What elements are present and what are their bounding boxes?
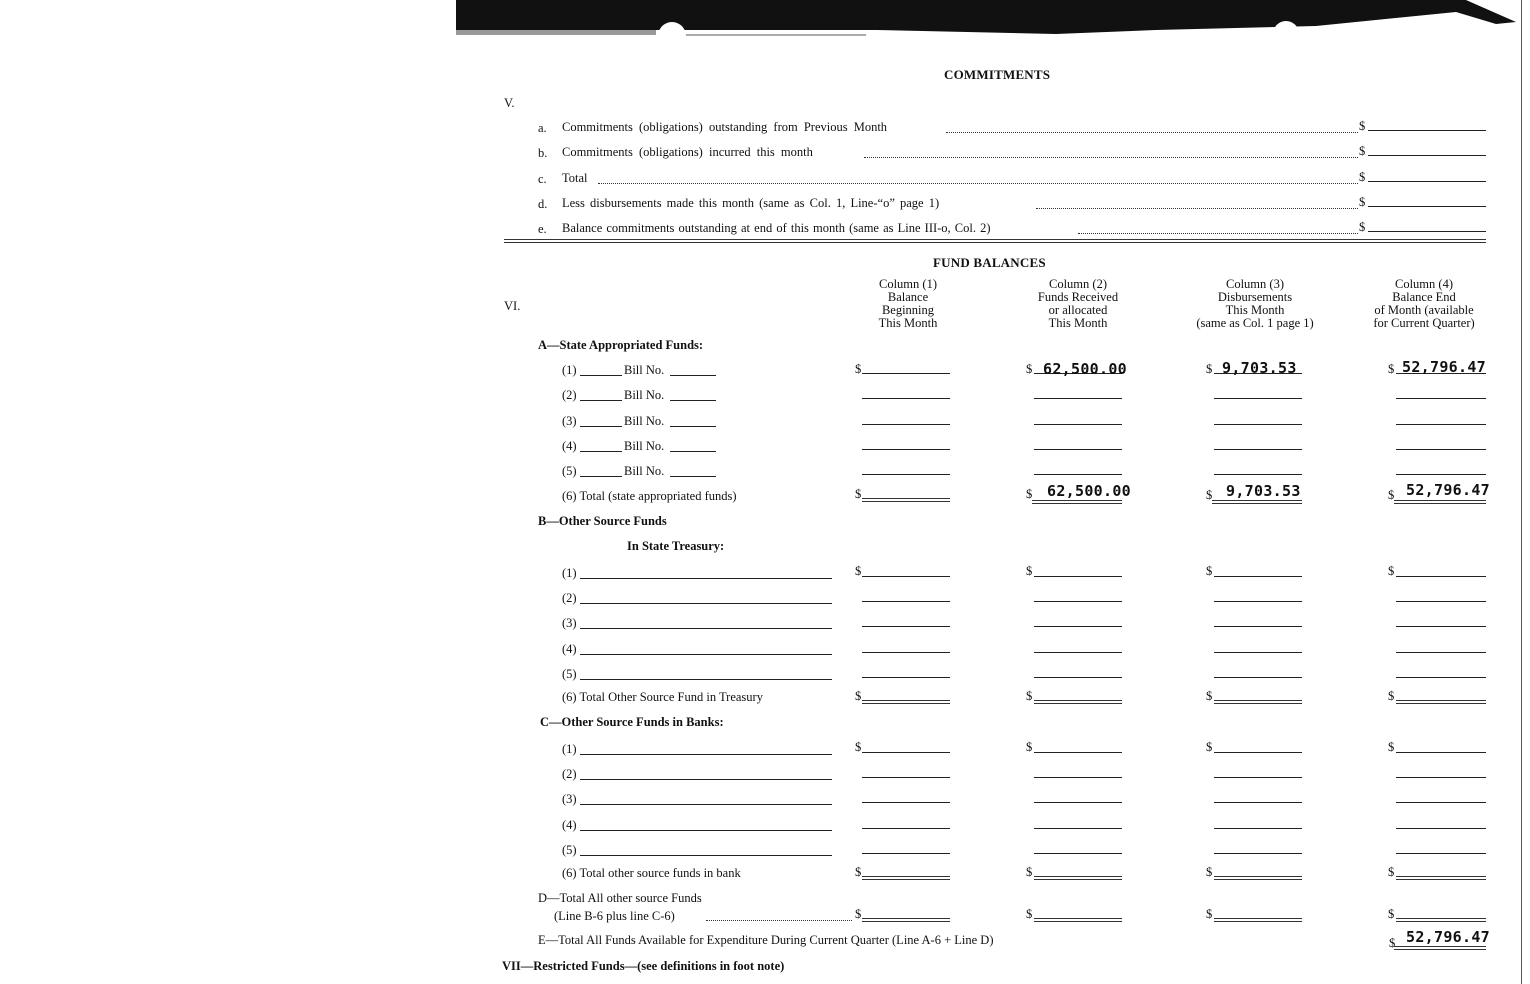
section-d-line1: D—Total All other source Funds <box>538 891 702 905</box>
amount-field[interactable] <box>1034 853 1122 854</box>
amount-field[interactable] <box>862 449 950 450</box>
amount-field[interactable] <box>1034 802 1122 803</box>
amount-field[interactable] <box>1214 677 1302 678</box>
section-e-label: E—Total All Funds Available for Expenditure During Current Quarter (Line A-6 + Line D) <box>538 933 994 947</box>
amount-field[interactable] <box>1368 130 1486 131</box>
bill-number-field[interactable] <box>670 476 716 477</box>
scanned-top-edge <box>456 0 1516 36</box>
commitments-line-label: Less disbursements made this month (same as Col. 1, Line-“o” page 1) <box>562 196 940 210</box>
source-name-field[interactable] <box>580 679 832 680</box>
column-header-1: Column (1) Balance Beginning This Month <box>878 277 938 330</box>
scan-edge-line <box>1521 0 1522 984</box>
total-amount-field[interactable] <box>1214 700 1302 704</box>
amount-field[interactable] <box>1396 828 1486 829</box>
section-c-heading: C—Other Source Funds in Banks: <box>540 715 724 729</box>
section-v-label: V. <box>504 96 515 110</box>
amount-field[interactable] <box>1214 652 1302 653</box>
amount-field[interactable] <box>862 828 950 829</box>
section-b-total-label: (6) Total Other Source Fund in Treasury <box>562 690 763 704</box>
section-vi-label: VI. <box>504 299 521 313</box>
commitments-line-label: Total <box>562 171 588 185</box>
fund-balances-title: FUND BALANCES <box>933 255 1046 270</box>
commitments-title: COMMITMENTS <box>944 67 1051 82</box>
amount-field[interactable] <box>1214 449 1302 450</box>
source-name-field[interactable] <box>580 804 832 805</box>
column-header-2: Column (2) Funds Received or allocated This Month <box>1037 277 1119 330</box>
amount-field[interactable] <box>1396 802 1486 803</box>
total-amount-field[interactable] <box>862 700 950 704</box>
amount-field[interactable] <box>1214 601 1302 602</box>
section-a-heading: A—State Appropriated Funds: <box>538 338 704 352</box>
total-amount-field[interactable] <box>1034 918 1122 922</box>
a-total-col3-value[interactable]: 9,703.53 <box>1226 482 1301 500</box>
amount-field[interactable] <box>1034 398 1122 399</box>
total-amount-field[interactable] <box>1214 918 1302 922</box>
a-total-col4-value[interactable]: 52,796.47 <box>1406 481 1490 499</box>
line-blank[interactable] <box>580 476 622 477</box>
amount-field[interactable] <box>1396 777 1486 778</box>
column-header-3: Column (3) Disbursements This Month (same as Col. 1 page 1) <box>1196 277 1314 330</box>
amount-field[interactable] <box>1368 206 1486 207</box>
amount-field[interactable] <box>1396 474 1486 475</box>
commitments-line-label: Commitments (obligations) outstanding from Previous Month <box>562 120 888 134</box>
amount-field[interactable] <box>1396 424 1486 425</box>
amount-field[interactable] <box>1214 626 1302 627</box>
line-blank[interactable] <box>580 375 622 376</box>
a1-col4-value[interactable]: 52,796.47 <box>1402 358 1486 376</box>
amount-field[interactable] <box>1034 576 1122 577</box>
amount-field[interactable] <box>862 424 950 425</box>
source-name-field[interactable] <box>580 754 832 755</box>
amount-field[interactable] <box>862 677 950 678</box>
amount-field[interactable] <box>1214 398 1302 399</box>
amount-field[interactable] <box>862 777 950 778</box>
amount-field[interactable] <box>862 398 950 399</box>
e-total-value[interactable]: 52,796.47 <box>1406 928 1490 946</box>
amount-field[interactable] <box>862 853 950 854</box>
amount-field[interactable] <box>1368 181 1486 182</box>
amount-field[interactable] <box>1034 449 1122 450</box>
amount-field[interactable] <box>1034 677 1122 678</box>
section-b-heading: B—Other Source Funds <box>538 514 667 528</box>
a-total-col2-value[interactable]: 62,500.00 <box>1047 482 1131 500</box>
amount-field[interactable] <box>1214 576 1302 577</box>
a1-col3-value[interactable]: 9,703.53 <box>1222 359 1297 377</box>
amount-field[interactable] <box>1396 398 1486 399</box>
total-amount-field[interactable] <box>1396 700 1486 704</box>
line-blank[interactable] <box>580 426 622 427</box>
total-amount-field[interactable] <box>1396 876 1486 880</box>
amount-field[interactable] <box>1214 474 1302 475</box>
source-name-field[interactable] <box>580 855 832 856</box>
a-total-col1-field[interactable] <box>862 498 950 502</box>
bill-number-field[interactable] <box>670 426 716 427</box>
line-blank[interactable] <box>580 400 622 401</box>
amount-field[interactable] <box>1214 752 1302 753</box>
source-name-field[interactable] <box>580 779 832 780</box>
amount-field[interactable] <box>1214 828 1302 829</box>
amount-field[interactable] <box>1396 601 1486 602</box>
amount-field[interactable] <box>1214 777 1302 778</box>
section-vii-label: VII—Restricted Funds—(see definitions in foot note) <box>502 959 785 973</box>
source-name-field[interactable] <box>580 830 832 831</box>
amount-field[interactable] <box>1034 828 1122 829</box>
amount-field[interactable] <box>862 626 950 627</box>
a1-col2-value[interactable]: 62,500.00 <box>1043 360 1127 378</box>
source-name-field[interactable] <box>580 603 832 604</box>
amount-field[interactable] <box>862 576 950 577</box>
amount-field[interactable] <box>1396 752 1486 753</box>
amount-field[interactable] <box>1214 853 1302 854</box>
amount-field[interactable] <box>1396 449 1486 450</box>
amount-field[interactable] <box>1396 652 1486 653</box>
commitments-line-label: Balance commitments outstanding at end of this month (same as Line III-o, Col. 2) <box>562 221 991 235</box>
bill-number-field[interactable] <box>670 375 716 376</box>
section-b-subheading: In State Treasury: <box>627 539 725 553</box>
amount-field[interactable] <box>1034 752 1122 753</box>
amount-field[interactable] <box>1034 652 1122 653</box>
amount-field[interactable] <box>1034 777 1122 778</box>
amount-field[interactable] <box>862 802 950 803</box>
amount-field[interactable] <box>1034 626 1122 627</box>
bill-number-field[interactable] <box>670 400 716 401</box>
amount-field[interactable] <box>1396 576 1486 577</box>
amount-field[interactable] <box>1034 424 1122 425</box>
column-header-4: Column (4) Balance End of Month (available for Current Quarter) <box>1373 277 1475 330</box>
amount-field[interactable] <box>862 752 950 753</box>
section-divider <box>504 239 1486 243</box>
amount-field[interactable] <box>1034 474 1122 475</box>
section-c-total-label: (6) Total other source funds in bank <box>562 866 741 880</box>
amount-field[interactable] <box>862 601 950 602</box>
bill-number-field[interactable] <box>670 451 716 452</box>
commitments-line-label: Commitments (obligations) incurred this month <box>562 145 813 159</box>
amount-field[interactable] <box>1396 626 1486 627</box>
section-a-total-label: (6) Total (state appropriated funds) <box>562 489 737 503</box>
total-amount-field[interactable] <box>1034 876 1122 880</box>
total-amount-field[interactable] <box>1214 876 1302 880</box>
amount-field[interactable] <box>1396 853 1486 854</box>
amount-field[interactable] <box>1368 155 1486 156</box>
amount-field[interactable] <box>1214 802 1302 803</box>
total-amount-field[interactable] <box>862 876 950 880</box>
total-amount-field[interactable] <box>862 918 950 922</box>
total-amount-field[interactable] <box>1034 700 1122 704</box>
total-amount-field[interactable] <box>1396 918 1486 922</box>
amount-field[interactable] <box>1214 424 1302 425</box>
amount-field[interactable] <box>1396 677 1486 678</box>
source-name-field[interactable] <box>580 654 832 655</box>
amount-field[interactable] <box>1034 601 1122 602</box>
amount-field[interactable] <box>1368 231 1486 232</box>
amount-field[interactable] <box>862 652 950 653</box>
line-blank[interactable] <box>580 451 622 452</box>
section-d-line2: (Line B-6 plus line C-6) <box>554 909 675 923</box>
amount-field[interactable] <box>862 373 950 374</box>
amount-field[interactable] <box>862 474 950 475</box>
source-name-field[interactable] <box>580 578 832 579</box>
source-name-field[interactable] <box>580 628 832 629</box>
